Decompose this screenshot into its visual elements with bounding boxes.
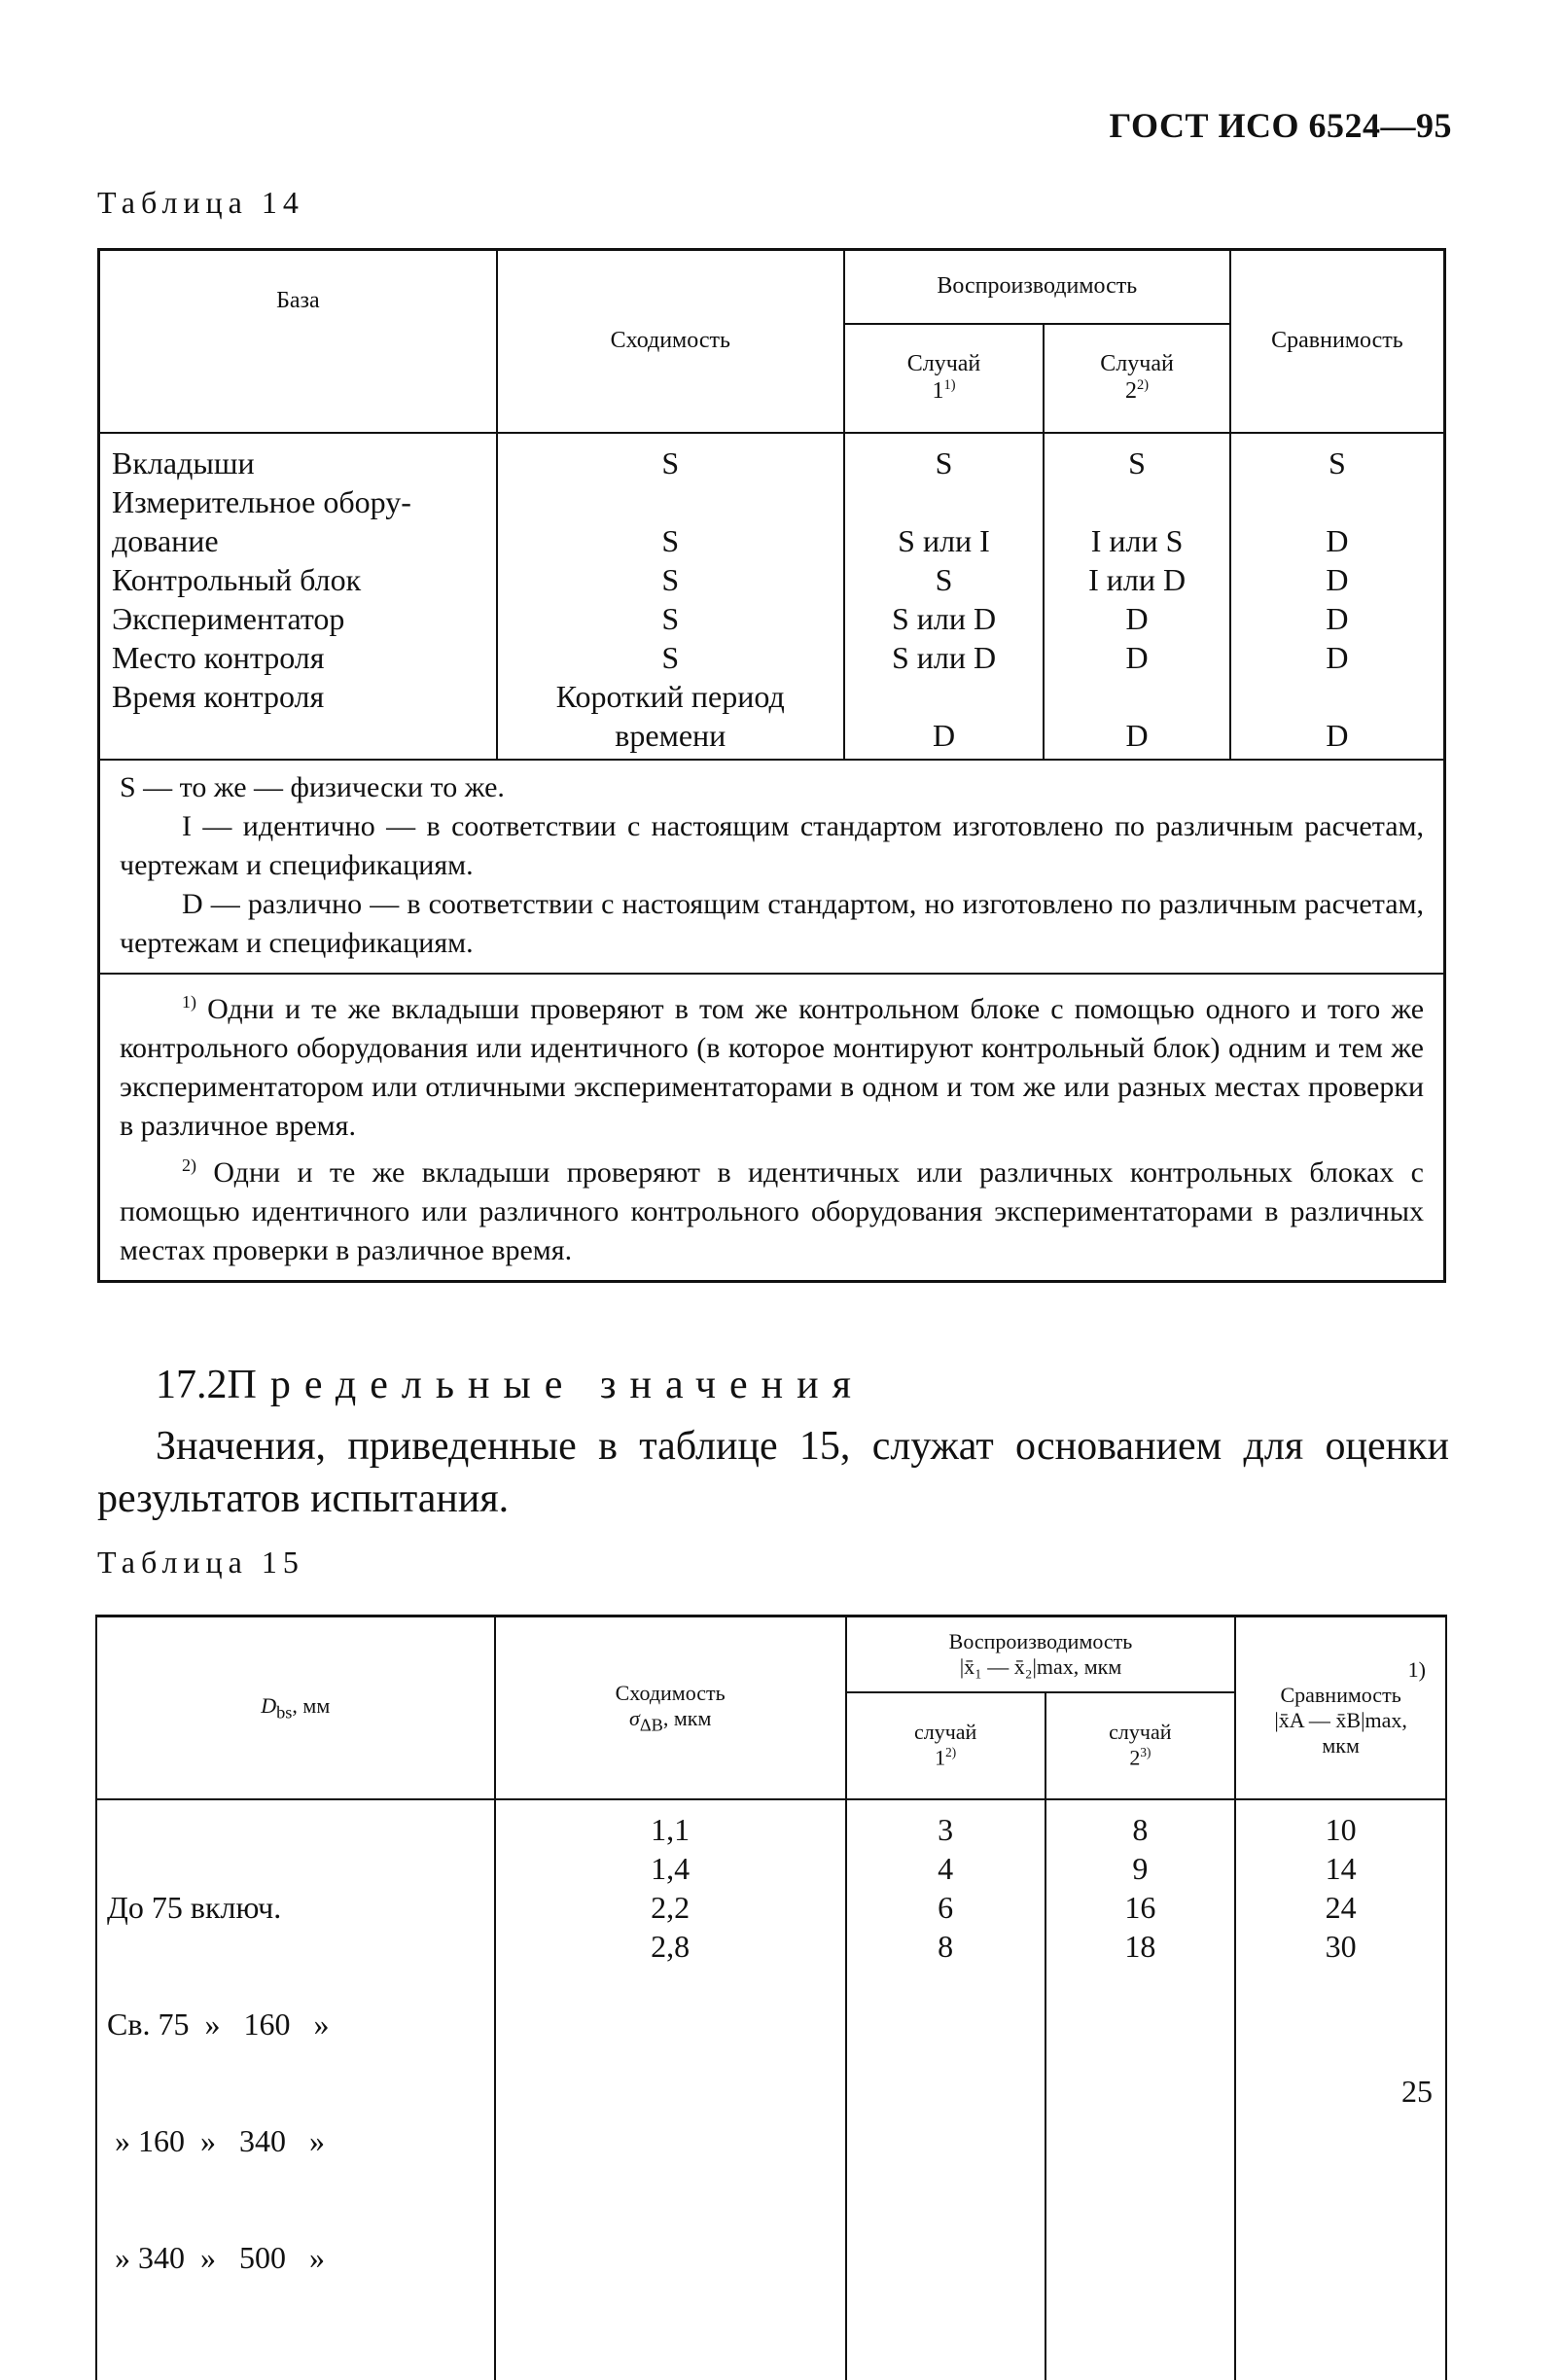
comp-cell: D <box>1326 600 1349 636</box>
repeat-cell: 2,2 <box>651 1889 691 1925</box>
repeat-unit: , мкм <box>662 1705 712 1730</box>
case-2-ref: 3) <box>1140 1745 1152 1760</box>
base-cell: Время контроля <box>112 678 325 714</box>
dbs-cell: » 340 » 500 » <box>107 2239 325 2275</box>
comp-cell: D <box>1326 639 1349 675</box>
case2-cell: S <box>1128 444 1146 480</box>
page-number: 25 <box>1401 2074 1433 2109</box>
case1-cell: 8 <box>938 1928 954 1964</box>
comp-cell: 14 <box>1325 1850 1357 1886</box>
case1-cell: 6 <box>938 1889 954 1925</box>
dbs-symbol: D <box>261 1692 277 1718</box>
case2-cell: D <box>1125 717 1149 753</box>
repeat-cell: S <box>661 444 680 480</box>
base-cell <box>112 716 496 755</box>
base-cell: Контрольный блок <box>112 561 362 597</box>
repeat-formula <box>496 1706 845 1735</box>
case2-cell <box>1045 482 1229 521</box>
case-2-label: Случай <box>1100 351 1174 376</box>
case1-cell: D <box>932 717 956 753</box>
case-1-num: 1 <box>935 1745 946 1770</box>
repeat-cell: Короткий период <box>555 678 785 714</box>
section-heading <box>156 1362 865 1408</box>
column-dbs <box>96 1799 495 2380</box>
comp-cell <box>1231 482 1443 521</box>
table14-legend <box>99 760 1445 974</box>
repeat-cell: S <box>661 600 680 636</box>
dbs-cell: Св. 75 » 160 » <box>107 2006 330 2042</box>
paragraph-text: Значения, приведенные в таблице 15, служат основанием для оценки результатов испытания. <box>97 1424 1449 1521</box>
dbs-cell: » 160 » 340 » <box>107 2122 325 2158</box>
case-2-number <box>1045 377 1229 405</box>
case1-cell: S <box>935 444 953 480</box>
case-2-num: 2 <box>1129 1745 1141 1770</box>
header-repeatability: Сходимость <box>497 250 844 433</box>
comp-cell: D <box>1326 522 1349 558</box>
case1-cell: S или D <box>891 600 997 636</box>
dbs-sub: bs <box>276 1701 293 1722</box>
base-cell: дование <box>112 522 219 558</box>
header-dbs <box>96 1616 495 1799</box>
case2-cell: D <box>1125 639 1149 675</box>
table-15 <box>95 1615 1447 2380</box>
column-base <box>99 433 497 760</box>
comp-ref: 1) <box>1407 1656 1426 1682</box>
case1-cell: 3 <box>938 1811 954 1847</box>
case1-cell: 4 <box>938 1850 954 1886</box>
column-repeatability <box>497 433 844 760</box>
footnote-1-text: Одни и те же вкладыши проверяют в том же контрольном блоке с помощью одного и того же контрольного оборудования или идентичного (в которое монтируют контрольный блок) одним и тем же экспериментатором или отличными экспериментаторами в одном и том же или разных местах проверки в различное время. <box>120 992 1425 1142</box>
case2-cell: 18 <box>1124 1928 1156 1964</box>
case2-cell: D <box>1125 600 1149 636</box>
header-base: База <box>99 250 497 433</box>
table14-footnotes <box>99 974 1445 1282</box>
case2-cell: 8 <box>1132 1811 1149 1847</box>
comp-title: Сравнимость <box>1280 1682 1401 1707</box>
case1-cell: S <box>935 561 953 597</box>
section-number: 17.2 <box>156 1363 228 1407</box>
base-cell: Место контроля <box>112 639 325 675</box>
repro-formula: |x̄₁ — x̄₂|max, мкм <box>959 1653 1122 1679</box>
repeat-title: Сходимость <box>615 1680 726 1705</box>
case2-cell: I или S <box>1090 522 1184 558</box>
base-cell: Вкладыши <box>112 444 255 480</box>
comp-cell: D <box>1326 717 1349 753</box>
header-reproducibility: Воспроизводимость <box>844 250 1230 324</box>
legend-s: S — то же — физически то же. <box>120 770 505 803</box>
header-comparability: Сравнимость <box>1230 250 1445 433</box>
comp-cell: 30 <box>1325 1928 1357 1964</box>
case-2-number <box>1046 1745 1235 1770</box>
table-14 <box>97 248 1446 1283</box>
header-repeatability <box>495 1616 846 1799</box>
header-reproducibility <box>846 1616 1235 1692</box>
case-1-number <box>847 1745 1045 1770</box>
case-1-label: случай <box>913 1720 977 1745</box>
case1-cell <box>845 677 1044 716</box>
repeat-cell: S <box>661 522 680 558</box>
case-1-number <box>845 377 1044 405</box>
comp-unit: мкм <box>1322 1732 1360 1758</box>
header-case-2 <box>1044 324 1230 433</box>
header-case-2 <box>1045 1692 1236 1799</box>
comp-formula: |x̄A — x̄B|max, <box>1274 1707 1407 1732</box>
case-1-num: 1 <box>932 378 944 404</box>
case-1-ref: 2) <box>945 1745 957 1760</box>
comp-cell: 10 <box>1325 1811 1357 1847</box>
section-paragraph <box>97 1420 1449 1525</box>
header-comparability <box>1235 1616 1446 1799</box>
case-1-ref: 1) <box>943 377 956 393</box>
repeat-cell: 1,4 <box>651 1850 691 1886</box>
footnote-1-mark: 1) <box>182 991 196 1012</box>
repro-title: Воспроизводимость <box>948 1628 1133 1653</box>
header-case-1 <box>846 1692 1045 1799</box>
legend-i: I — идентично — в соответствии с настоящим стандартом изготовлено по различным расчетам, чертежам и спецификациям. <box>120 809 1424 881</box>
dbs-cell: До 75 включ. <box>107 1889 282 1925</box>
section-title: Предельные значения <box>227 1363 865 1407</box>
case-2-ref: 2) <box>1137 377 1150 393</box>
table15-caption: Таблица 15 <box>97 1545 304 1580</box>
repeat-cell: S <box>661 561 680 597</box>
repeat-cell <box>498 482 843 521</box>
table15-body <box>96 1799 1446 2380</box>
footnote-2 <box>120 1146 1424 1270</box>
case1-cell: S или I <box>898 522 990 558</box>
footnote-1 <box>120 982 1424 1146</box>
footnote-2-text: Одни и те же вкладыши проверяют в идентичных или различных контрольных блоках с помощью идентичного или различного контрольного оборудования экспериментаторами в различных местах проверки в различное время. <box>120 1155 1425 1266</box>
case2-cell <box>1045 677 1229 716</box>
column-case-2 <box>1045 1799 1236 2380</box>
case-2-num: 2 <box>1125 378 1138 404</box>
header-case-1 <box>844 324 1045 433</box>
column-case-1 <box>846 1799 1045 2380</box>
table14-body <box>99 433 1445 760</box>
case1-cell <box>845 482 1044 521</box>
column-case-1 <box>844 433 1045 760</box>
case2-cell: 16 <box>1124 1889 1156 1925</box>
repeat-cell: времени <box>615 717 726 753</box>
case2-cell: I или D <box>1088 561 1187 597</box>
document-header: ГОСТ ИСО 6524—95 <box>1109 106 1452 145</box>
repeat-symbol: σ <box>628 1705 640 1730</box>
repeat-cell: 2,8 <box>651 1928 691 1964</box>
comp-cell: 24 <box>1325 1889 1357 1925</box>
repeat-cell: 1,1 <box>651 1811 691 1847</box>
column-comparability <box>1230 433 1445 760</box>
case-1-label: Случай <box>906 351 981 376</box>
column-case-2 <box>1044 433 1230 760</box>
base-cell: Измерительное обору- <box>112 483 411 519</box>
comp-cell: S <box>1329 444 1346 480</box>
case2-cell: 9 <box>1132 1850 1149 1886</box>
repeat-cell: S <box>661 639 680 675</box>
repeat-sub: ΔB <box>639 1714 663 1734</box>
legend-d: D — различно — в соответствии с настоящим стандартом, но изготовлено по различным расчетам, чертежам и спецификациям. <box>120 887 1424 959</box>
column-repeatability <box>495 1799 846 2380</box>
dbs-unit: , мм <box>292 1692 331 1718</box>
base-cell: Экспериментатор <box>112 600 345 636</box>
case1-cell: S или D <box>891 639 997 675</box>
case-2-label: случай <box>1109 1720 1172 1745</box>
comp-cell: D <box>1326 561 1349 597</box>
table14-caption: Таблица 14 <box>97 185 304 220</box>
footnote-2-mark: 2) <box>182 1154 196 1175</box>
comp-cell <box>1231 677 1443 716</box>
